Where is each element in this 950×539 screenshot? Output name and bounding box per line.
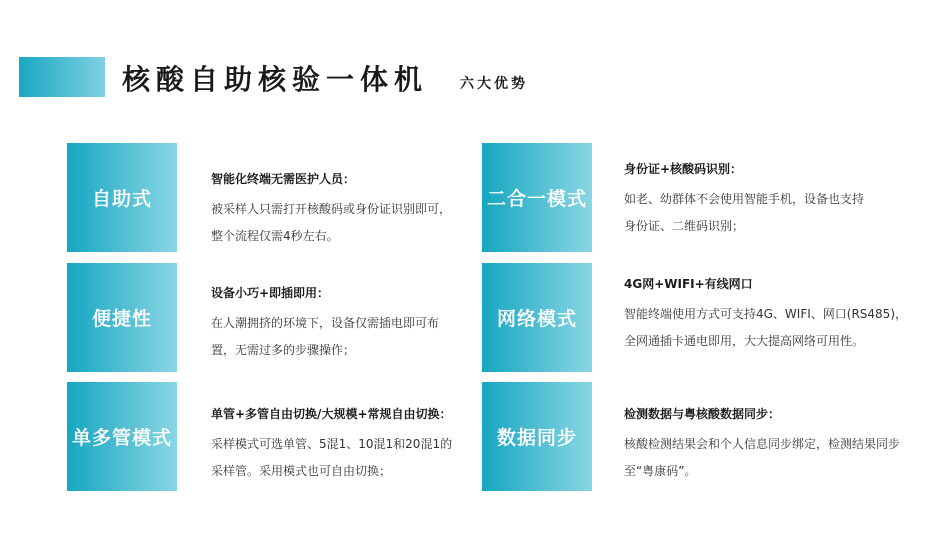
feature-heading: 身份证+核酸码识别： xyxy=(624,162,743,176)
feature-tile-two-in-one: 二合一模式 xyxy=(482,143,592,252)
feature-desc-two-in-one xyxy=(624,161,874,240)
feature-body: 如老、幼群体不会使用智能手机，设备也支持身份证、二维码识别； xyxy=(624,192,865,233)
feature-desc-network xyxy=(624,276,914,355)
feature-desc-data-sync xyxy=(624,406,914,485)
feature-body: 被采样人只需打开核酸码或身份证识别即可， 整个流程仅需4秒左右。 xyxy=(211,202,452,243)
feature-heading: 设备小巧+即插即用： xyxy=(211,286,330,300)
feature-desc-tube-mode xyxy=(211,406,461,485)
page-subtitle: 六大优势 xyxy=(460,76,528,92)
feature-body: 在人潮拥挤的环境下，设备仅需插电即可布置，无需过多的步骤操作； xyxy=(211,316,440,357)
title-accent-bar xyxy=(19,57,105,97)
feature-tile-convenience: 便捷性 xyxy=(67,263,177,372)
feature-tile-data-sync: 数据同步 xyxy=(482,382,592,491)
feature-tile-self-service: 自助式 xyxy=(67,143,177,252)
feature-heading: 4G网+WIFI+有线网口 xyxy=(624,277,753,291)
feature-heading: 检测数据与粤核酸数据同步： xyxy=(624,407,781,421)
feature-heading: 单管+多管自由切换/大规模+常规自由切换： xyxy=(211,407,452,421)
feature-tile-network: 网络模式 xyxy=(482,263,592,372)
feature-desc-convenience xyxy=(211,285,461,364)
feature-body: 采样模式可选单管、5混1、10混1和20混1的采样管。采用模式也可自由切换； xyxy=(211,437,453,478)
page-title: 核酸自助核验一体机 xyxy=(122,63,429,96)
feature-heading: 智能化终端无需医护人员： xyxy=(211,172,356,186)
feature-tile-tube-mode: 单多管模式 xyxy=(67,382,177,491)
feature-body: 核酸检测结果会和个人信息同步绑定，检测结果同步至“粤康码”。 xyxy=(624,437,901,478)
feature-desc-self-service xyxy=(211,171,461,250)
feature-body: 智能终端使用方式可支持4G、WIFI、网口(RS485)，全网通插卡通电即用，大大提高网络可用性。 xyxy=(624,307,908,348)
